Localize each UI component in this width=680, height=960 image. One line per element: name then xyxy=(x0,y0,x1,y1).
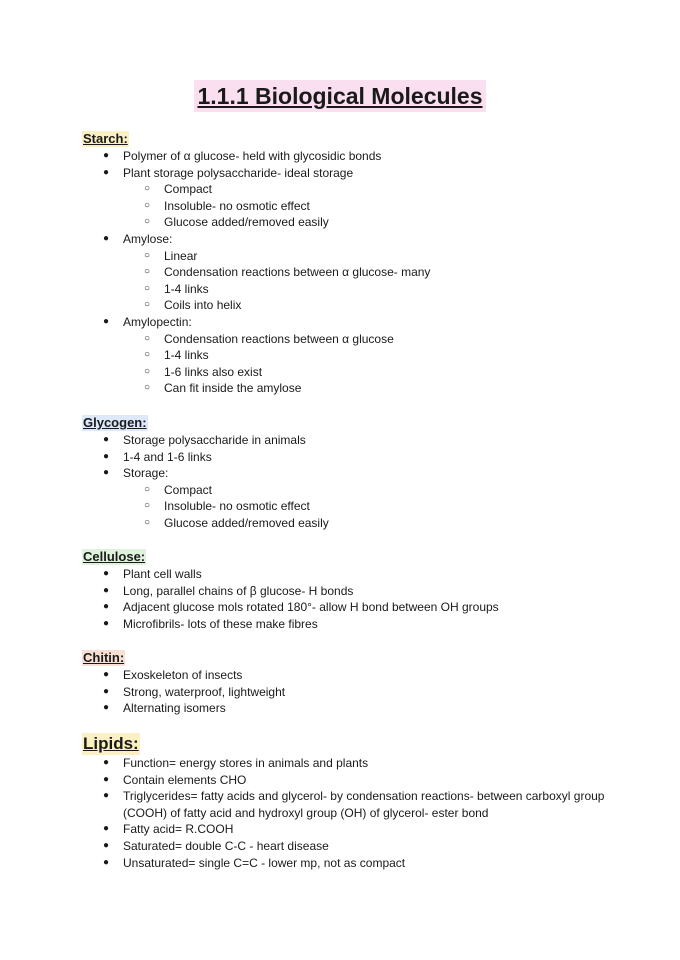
bullet-icon: ● xyxy=(103,467,110,479)
sub-list-item-text: Compact xyxy=(164,182,213,197)
hollow-bullet-icon: ○ xyxy=(144,382,151,394)
sub-list-item-text: Coils into helix xyxy=(164,298,242,313)
sub-list-item xyxy=(123,214,642,231)
list-item-text: Microfibrils- lots of these make fibres xyxy=(123,616,318,631)
sub-list-item xyxy=(123,380,642,397)
list-item xyxy=(82,599,642,616)
bullet-icon: ● xyxy=(103,450,110,462)
hollow-bullet-icon: ○ xyxy=(144,349,151,361)
hollow-bullet-icon: ○ xyxy=(144,500,151,512)
list-item-text: Exoskeleton of insects xyxy=(123,668,243,682)
sub-list xyxy=(82,331,642,397)
list-item-text: Long, parallel chains of β glucose- H bonds xyxy=(123,583,354,598)
list-item-text: Triglycerides= fatty acids and glycerol- by condensation reactions- between carboxyl group (COOH) of fatty acid and hydroxyl group (OH) of glycerol- ester bond xyxy=(123,789,605,820)
list-item xyxy=(82,788,642,821)
bullet-icon: ● xyxy=(103,434,110,445)
bullet-list xyxy=(82,148,642,397)
bullet-icon: ● xyxy=(103,773,110,785)
list-item xyxy=(82,700,642,717)
sub-list xyxy=(82,181,642,231)
page-title: 1.1.1 Biological Molecules xyxy=(194,80,485,112)
sub-list-item-text: Insoluble- no osmotic effect xyxy=(164,198,310,213)
section-heading: Cellulose: xyxy=(83,549,146,564)
section-glycogen xyxy=(82,414,642,532)
list-item-text: Saturated= double C-C - heart disease xyxy=(123,838,329,853)
sub-list-item-text: Glucose added/removed easily xyxy=(164,215,329,230)
list-item-text: Amylose: xyxy=(123,231,173,246)
hollow-bullet-icon: ○ xyxy=(144,365,151,377)
bullet-icon: ● xyxy=(103,584,110,596)
bullet-icon: ● xyxy=(103,790,110,802)
list-item-text: Function= energy stores in animals and plants xyxy=(123,756,369,770)
bullet-icon: ● xyxy=(103,568,110,579)
bullet-icon: ● xyxy=(103,839,110,851)
bullet-icon: ● xyxy=(103,150,110,161)
sub-list-item-text: 1-6 links also exist xyxy=(164,364,263,379)
list-item-text: Plant cell walls xyxy=(123,567,202,581)
list-item-text: Alternating isomers xyxy=(123,701,226,716)
list-item-text: Storage polysaccharide in animals xyxy=(123,433,306,447)
sub-list-item xyxy=(123,264,642,281)
sub-list-item-text: Glucose added/removed easily xyxy=(164,515,329,530)
list-item-text: Storage: xyxy=(123,466,169,481)
bullet-icon: ● xyxy=(103,232,110,244)
section-heading: Lipids: xyxy=(83,734,139,753)
sub-list-item xyxy=(123,198,642,215)
sub-list-item-text: Compact xyxy=(164,482,213,497)
sub-list-item-text: 1-4 links xyxy=(164,348,209,363)
list-item xyxy=(82,432,642,449)
bullet-icon: ● xyxy=(103,757,110,768)
list-item-text: Fatty acid= R.COOH xyxy=(123,822,234,837)
sub-list-item xyxy=(123,347,642,364)
section-cellulose xyxy=(82,548,642,632)
list-item-text: 1-4 and 1-6 links xyxy=(123,449,212,464)
sub-list-item xyxy=(123,364,642,381)
bullet-list xyxy=(82,566,642,632)
hollow-bullet-icon: ○ xyxy=(144,282,151,294)
bullet-icon: ● xyxy=(103,315,110,327)
section-chitin xyxy=(82,649,642,717)
sub-list xyxy=(82,248,642,314)
section-lipids xyxy=(82,733,642,871)
bullet-icon: ● xyxy=(103,685,110,697)
bullet-icon: ● xyxy=(103,856,110,868)
list-item xyxy=(82,772,642,789)
list-item xyxy=(82,667,642,684)
hollow-bullet-icon: ○ xyxy=(144,216,151,228)
bullet-icon: ● xyxy=(103,617,110,629)
sub-list-item xyxy=(123,515,642,532)
bullet-icon: ● xyxy=(103,702,110,714)
list-item xyxy=(82,583,642,600)
bullet-icon: ● xyxy=(103,669,110,680)
list-item xyxy=(82,165,642,231)
hollow-bullet-icon: ○ xyxy=(144,249,151,261)
list-item xyxy=(82,231,642,314)
sub-list xyxy=(82,482,642,532)
list-item xyxy=(82,148,642,165)
list-item xyxy=(82,449,642,466)
bullet-list xyxy=(82,667,642,717)
list-item-text: Contain elements CHO xyxy=(123,772,247,787)
list-item-text: Amylopectin: xyxy=(123,314,192,329)
section-heading: Starch: xyxy=(83,131,128,146)
sub-list-item-text: 1-4 links xyxy=(164,281,209,296)
bullet-icon: ● xyxy=(103,166,110,178)
section-starch xyxy=(82,130,642,397)
sub-list-item-text: Can fit inside the amylose xyxy=(164,381,302,396)
hollow-bullet-icon: ○ xyxy=(144,516,151,528)
hollow-bullet-icon: ○ xyxy=(144,483,151,495)
section-heading: Chitin: xyxy=(83,650,125,665)
list-item-text: Polymer of α glucose- held with glycosidic bonds xyxy=(123,149,382,163)
list-item xyxy=(82,616,642,633)
bullet-list xyxy=(82,432,642,532)
sub-list-item xyxy=(123,297,642,314)
list-item-text: Plant storage polysaccharide- ideal storage xyxy=(123,165,354,180)
list-item-text: Strong, waterproof, lightweight xyxy=(123,684,286,699)
hollow-bullet-icon: ○ xyxy=(144,299,151,311)
sub-list-item-text: Condensation reactions between α glucose- many xyxy=(164,265,431,280)
list-item xyxy=(82,838,642,855)
sub-list-item-text: Linear xyxy=(164,248,198,263)
list-item xyxy=(82,314,642,397)
sub-list-item-text: Condensation reactions between α glucose xyxy=(164,331,394,346)
list-item xyxy=(82,755,642,772)
bullet-icon: ● xyxy=(103,601,110,613)
bullet-list xyxy=(82,755,642,871)
hollow-bullet-icon: ○ xyxy=(144,266,151,278)
section-heading: Glycogen: xyxy=(83,415,147,430)
sub-list-item-text: Insoluble- no osmotic effect xyxy=(164,499,310,514)
sub-list-item xyxy=(123,248,642,265)
list-item xyxy=(82,855,642,872)
list-item-text: Unsaturated= single C=C - lower mp, not as compact xyxy=(123,855,406,870)
list-item xyxy=(82,684,642,701)
bullet-icon: ● xyxy=(103,823,110,835)
sub-list-item xyxy=(123,331,642,348)
sub-list-item xyxy=(123,482,642,499)
sub-list-item xyxy=(123,181,642,198)
list-item-text: Adjacent glucose mols rotated 180°- allow H bond between OH groups xyxy=(123,600,499,615)
list-item xyxy=(82,821,642,838)
hollow-bullet-icon: ○ xyxy=(144,332,151,344)
hollow-bullet-icon: ○ xyxy=(144,199,151,211)
list-item xyxy=(82,465,642,531)
sub-list-item xyxy=(123,498,642,515)
hollow-bullet-icon: ○ xyxy=(144,183,151,195)
sub-list-item xyxy=(123,281,642,298)
list-item xyxy=(82,566,642,583)
